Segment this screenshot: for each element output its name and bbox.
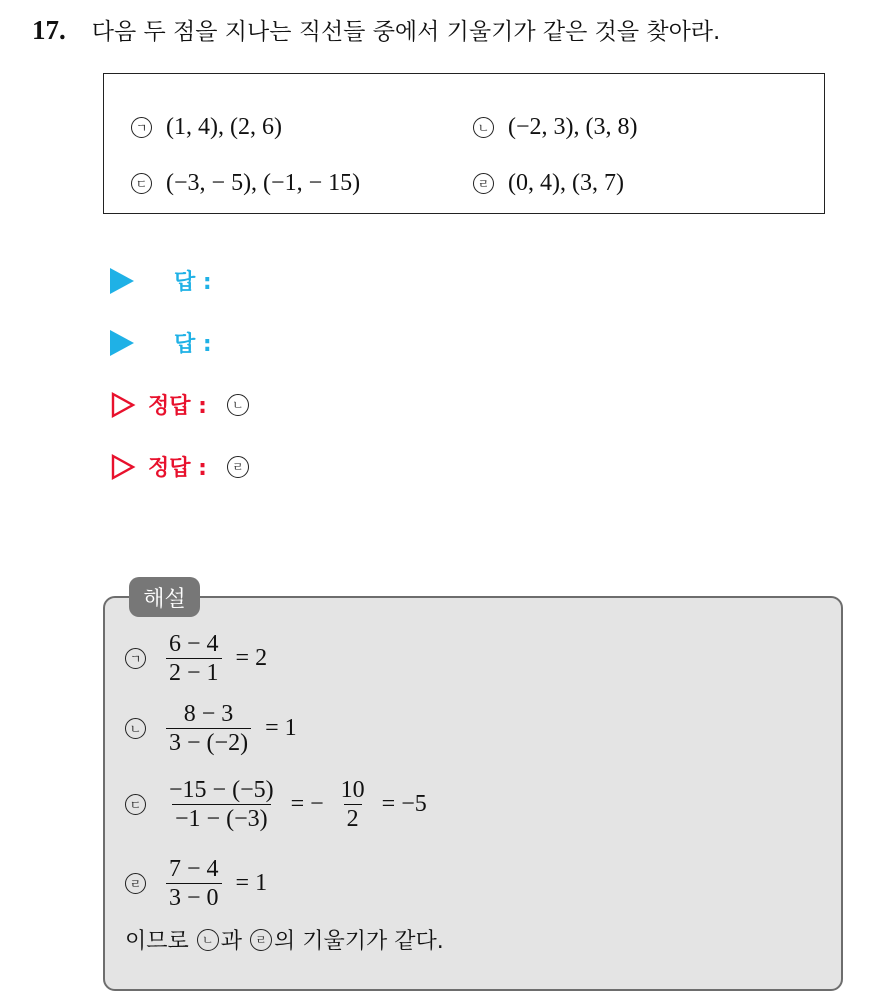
circled-marker-icon: ㄹ	[227, 456, 249, 478]
solution-conclusion	[125, 924, 444, 955]
denominator: 2 − 1	[166, 658, 222, 687]
fraction	[166, 855, 222, 912]
question	[32, 14, 720, 48]
choice-text: (−3, − 5), (−1, − 15)	[166, 170, 361, 196]
numerator: −15 − (−5)	[169, 777, 274, 803]
solution-line-1	[125, 630, 275, 687]
conclusion-suffix: 의 기울기가 같다.	[274, 929, 444, 954]
choice-4	[473, 170, 624, 197]
numerator: 10	[340, 777, 365, 803]
solution-tab: 해설	[129, 577, 200, 617]
circled-marker-icon: ㄹ	[125, 873, 146, 894]
correct-answer-2	[110, 451, 249, 482]
outline-triangle-icon	[110, 453, 136, 481]
solution-line-3	[125, 776, 435, 833]
denominator: −1 − (−3)	[172, 804, 271, 833]
result: = 2	[235, 645, 268, 671]
numerator: 8 − 3	[183, 701, 234, 727]
answer-label: 답 :	[174, 332, 212, 357]
answer-label: 답 :	[174, 270, 212, 295]
play-triangle-icon	[110, 268, 134, 294]
circled-marker-icon: ㄱ	[131, 117, 152, 138]
result: = 1	[265, 715, 297, 741]
fraction	[166, 776, 277, 833]
numerator: 7 − 4	[169, 856, 219, 882]
circled-marker-icon: ㄷ	[125, 794, 146, 815]
answer-blank-2	[110, 327, 212, 358]
solution-line-2	[125, 700, 305, 757]
circled-marker-icon: ㄴ	[473, 117, 494, 138]
choice-text: (1, 4), (2, 6)	[166, 114, 282, 140]
choice-1	[131, 114, 282, 141]
correct-answer-1	[110, 389, 249, 420]
question-text: 다음 두 점을 지나는 직선들 중에서 기울기가 같은 것을 찾아라.	[91, 19, 721, 45]
choice-text: (0, 4), (3, 7)	[508, 170, 624, 196]
choice-2	[473, 114, 638, 141]
question-number: 17.	[32, 15, 66, 45]
result: = −5	[381, 791, 427, 817]
circled-marker-icon: ㄴ	[197, 929, 219, 951]
circled-marker-icon: ㄴ	[125, 718, 146, 739]
solution-line-4	[125, 855, 275, 912]
answer-blank-1	[110, 265, 212, 296]
denominator: 3 − 0	[166, 883, 222, 912]
equals-prefix: = −	[290, 791, 324, 817]
denominator: 3 − (−2)	[166, 728, 251, 757]
outline-triangle-icon	[110, 391, 136, 419]
play-triangle-icon	[110, 330, 134, 356]
circled-marker-icon: ㄴ	[227, 394, 249, 416]
numerator: 6 − 4	[169, 631, 219, 657]
fraction	[166, 630, 222, 687]
circled-marker-icon: ㄹ	[250, 929, 272, 951]
correct-answer-label: 정답 :	[148, 456, 207, 481]
conclusion-prefix: 이므로	[125, 929, 189, 954]
conclusion-join: 과	[220, 929, 243, 954]
choices-box	[103, 73, 825, 214]
choice-text: (−2, 3), (3, 8)	[508, 114, 638, 140]
denominator: 2	[344, 804, 362, 833]
correct-answer-label: 정답 :	[148, 394, 207, 419]
circled-marker-icon: ㄱ	[125, 648, 146, 669]
fraction	[338, 776, 368, 833]
circled-marker-icon: ㄷ	[131, 173, 152, 194]
choice-3	[131, 170, 360, 197]
result: = 1	[235, 870, 268, 896]
circled-marker-icon: ㄹ	[473, 173, 494, 194]
fraction	[166, 700, 251, 757]
